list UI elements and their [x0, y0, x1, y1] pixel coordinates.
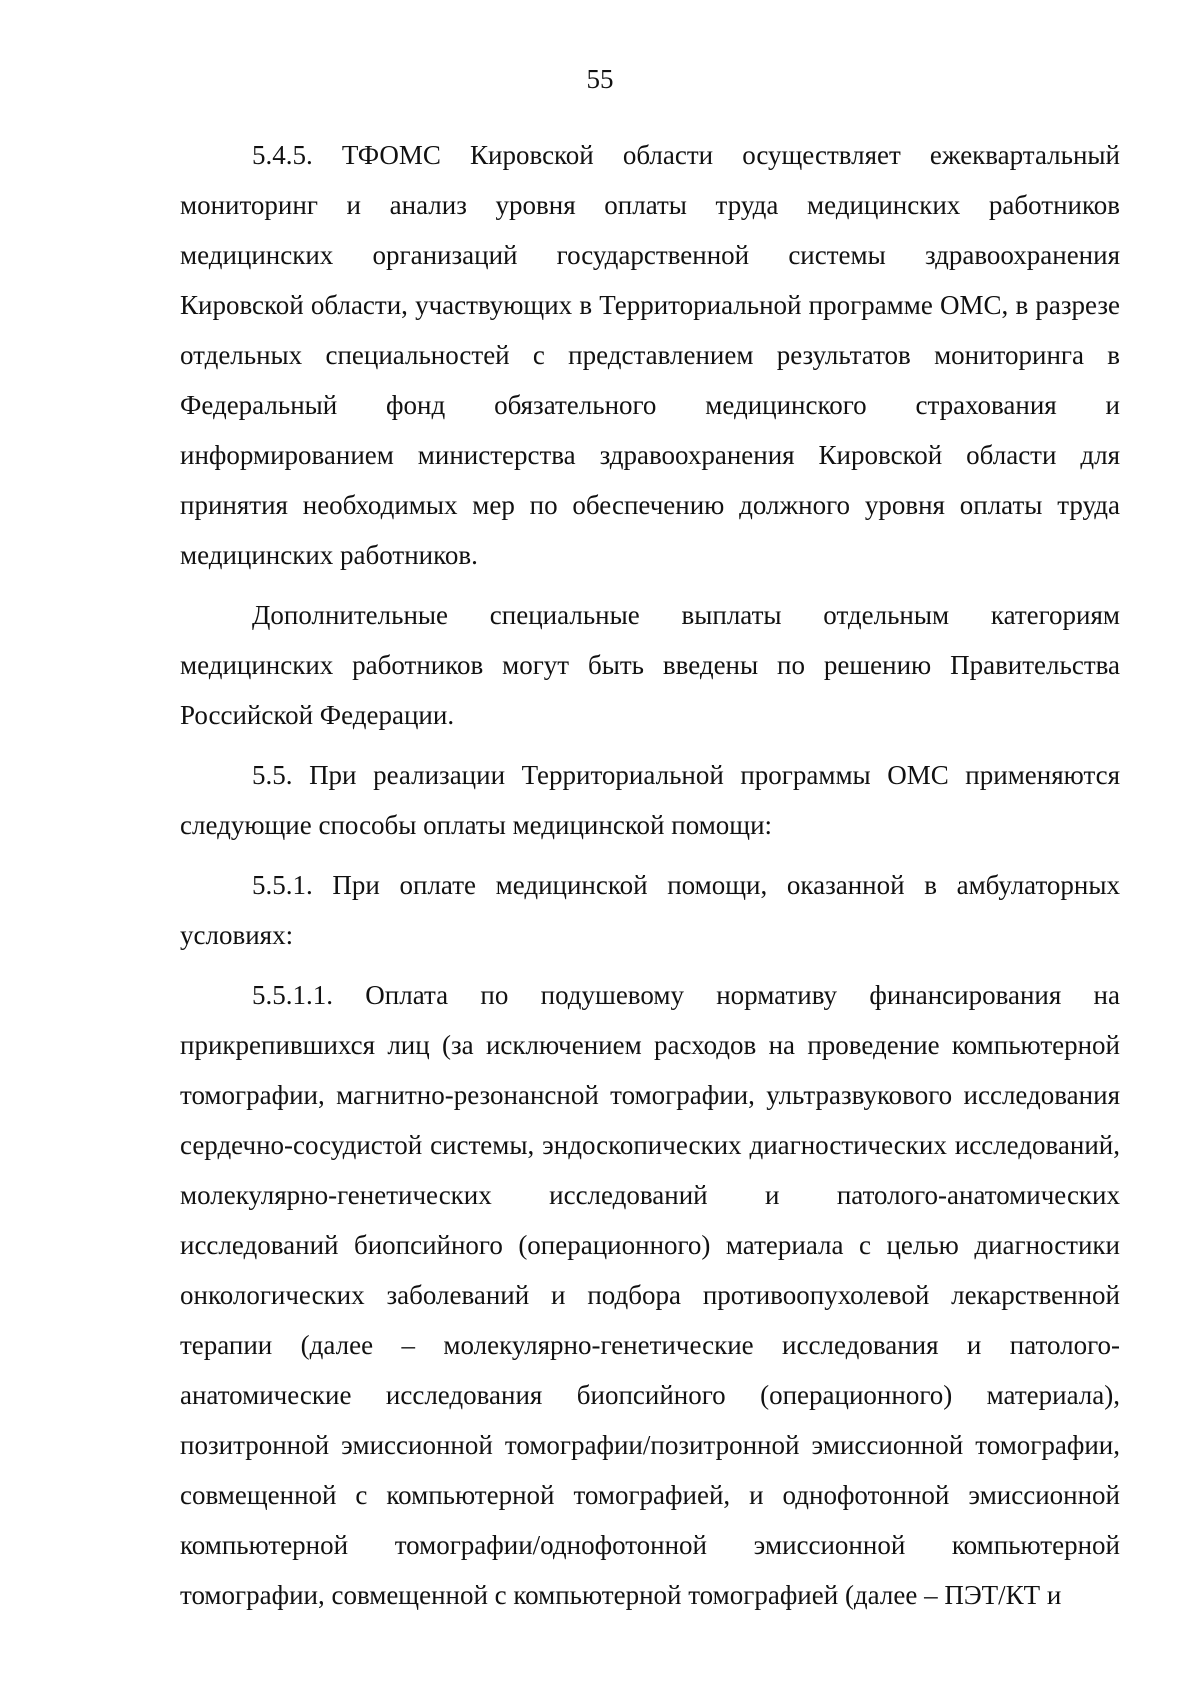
paragraph-additional-payments: Дополнительные специальные выплаты отдельным категориям медицинских работников могут быть введены по решению Правительства Российской Федерации. — [180, 600, 1120, 730]
paragraph-5-5: 5.5. При реализации Территориальной программы ОМС применяются следующие способы оплаты медицинской помощи: — [180, 760, 1120, 840]
page-number: 55 — [586, 64, 614, 94]
paragraph-5-5-1-1: 5.5.1.1. Оплата по подушевому нормативу финансирования на прикрепившихся лиц (за исключением расходов на проведение компьютерной томографии, магнитно-резонансной томографии, ультразвукового исследования сердечно-сосудистой системы, эндоскопических диагностических исследований, молекулярно-генетических исследований и патолого-анатомических исследований биопсийного (операционного) материала с целью диагностики онкологических заболеваний и подбора противоопухолевой лекарственной терапии (далее – молекулярно-генетические исследования и патолого-анатомические исследования биопсийного (операционного) материала), позитронной эмиссионной томографии/позитронной эмиссионной томографии, совмещенной с компьютерной томографией, и однофотонной эмиссионной компьютерной томографии/однофотонной эмиссионной компьютерной томографии, совмещенной с компьютерной томографией (далее – ПЭТ/КТ и — [180, 980, 1120, 1610]
document-body — [180, 130, 1120, 1630]
paragraph-5-5-1: 5.5.1. При оплате медицинской помощи, оказанной в амбулаторных условиях: — [180, 870, 1120, 950]
paragraph-5-4-5: 5.4.5. ТФОМС Кировской области осуществляет ежеквартальный мониторинг и анализ уровня оплаты труда медицинских работников медицинских организаций государственной системы здравоохранения Кировской области, участвующих в Территориальной программе ОМС, в разрезе отдельных специальностей с представлением результатов мониторинга в Федеральный фонд обязательного медицинского страхования и информированием министерства здравоохранения Кировской области для принятия необходимых мер по обеспечению должного уровня оплаты труда медицинских работников. — [180, 140, 1120, 570]
